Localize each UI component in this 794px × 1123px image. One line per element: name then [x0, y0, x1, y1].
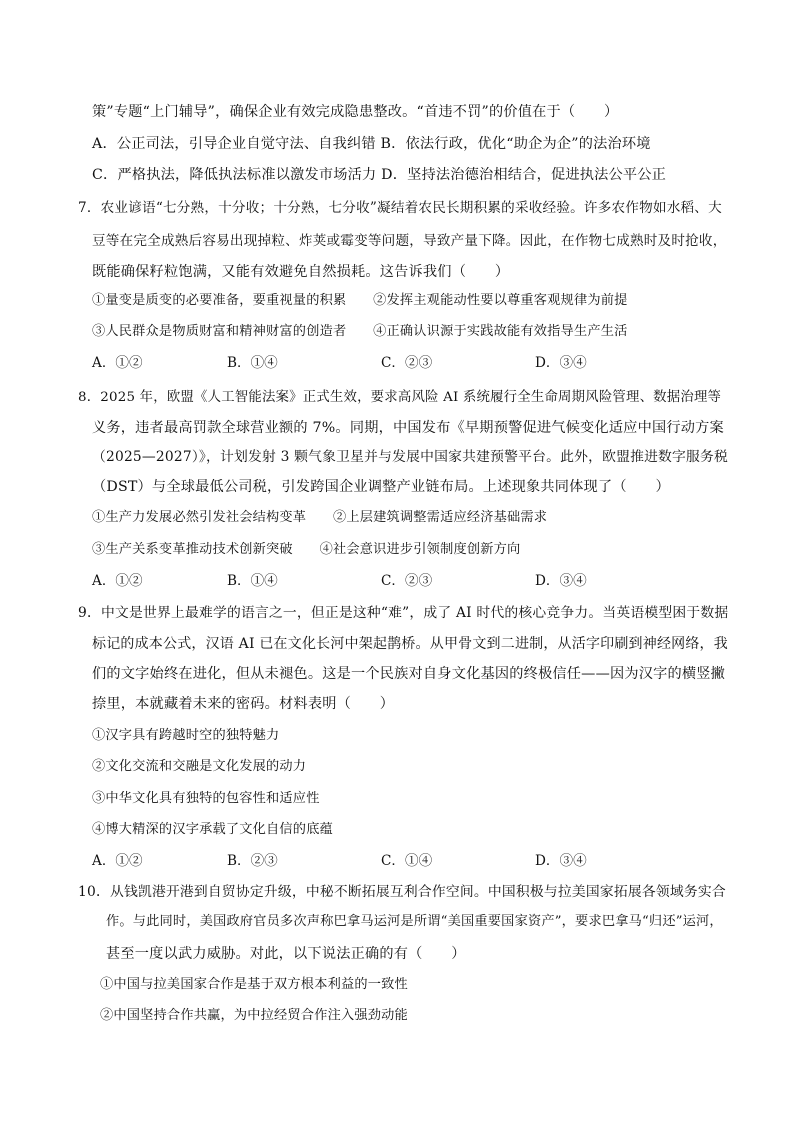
q8-choice-c[interactable]: C．②③ [381, 573, 433, 589]
q10-stem-line-2: 作。与此同时，美国政府官员多次声称巴拿马运河是所谓“美国重要国家资产”，要求巴拿马“归还”运河， [106, 914, 723, 929]
q8-choice-b[interactable]: B．①④ [227, 573, 278, 589]
q10-stem-line-1: 10．从钱凯港开港到自贸协定升级，中秘不断拓展互利合作空间。中国积极与拉美国家拓展各领域务实合 [78, 884, 726, 900]
q9-option-1: ①汉字具有跨越时空的独特魅力 [92, 728, 280, 743]
q7-stem-line-2: 豆等在完全成熟后容易出现掉粒、炸荚或霉变等问题，导致产量下降。因此，在作物七成熟时及时抢收， [92, 233, 727, 249]
q8-stem-line-1: 8．2025 年，欧盟《人工智能法案》正式生效，要求高风险 AI 系统履行全生命周期风险管理、数据治理等 [78, 390, 722, 405]
q7-choice-c[interactable]: C．②③ [381, 355, 433, 371]
q9-stem-line-3: 们的文字始终在进化，但从未褪色。这是一个民族对自身文化基因的终极信任——因为汉字的横竖撇 [92, 666, 726, 682]
q7-stem-line-3: 既能确保籽粒饱满，又能有效避免自然损耗。这告诉我们（ ） [92, 264, 510, 280]
q9-choice-d[interactable]: D．③④ [535, 853, 587, 869]
q9-stem-line-4: 捺里，本就藏着未来的密码。材料表明（ ） [92, 696, 395, 712]
q8-stem-line-4: （DST）与全球最低公司税，引发跨国企业调整产业链布局。上述现象共同体现了（ ） [92, 479, 670, 495]
q6-stem-tail: 策”专题“上门辅导”，确保企业有效完成隐患整改。“首违不罚”的价值在于（ ） [92, 104, 619, 120]
q10-option-2: ②中国坚持合作共赢，为中拉经贸合作注入强劲动能 [100, 1008, 408, 1023]
q9-stem-line-1: 9．中文是世界上最难学的语言之一，但正是这种“难”，成了 AI 时代的核心竞争力。当英语模型困于数据 [78, 605, 729, 621]
q9-option-2: ②文化交流和交融是文化发展的动力 [92, 759, 307, 774]
q7-choice-b[interactable]: B．①④ [227, 355, 278, 371]
q9-option-3: ③中华文化具有独特的包容性和适应性 [92, 791, 320, 806]
q7-options-row-2: ③人民群众是物质财富和精神财富的创造者 ④正确认识源于实践故能有效指导生产生活 [92, 324, 628, 339]
q7-choice-a[interactable]: A．①② [92, 355, 143, 371]
q7-options-row-1: ①量变是质变的必要准备，要重视量的积累 ②发挥主观能动性要以尊重客观规律为前提 [92, 293, 628, 308]
q9-choice-a[interactable]: A．①② [92, 853, 143, 869]
q9-option-4: ④博大精深的汉字承载了文化自信的底蕴 [92, 822, 333, 837]
q7-stem-line-1: 7．农业谚语“七分熟，十分收；十分熟，七分收”凝结着农民长期积累的采收经验。许多农作物如水稻、大 [78, 200, 722, 216]
q9-stem-line-2: 标记的成本公式，汉语 AI 已在文化长河中架起鹊桥。从甲骨文到二进制，从活字印刷到神经网络，我 [92, 636, 728, 652]
q10-option-1: ①中国与拉美国家合作是基于双方根本利益的一致性 [100, 977, 408, 992]
q6-choices-ab: A．公正司法，引导企业自觉守法、自我纠错 B．依法行政，优化“助企为企”的法治环境 [92, 136, 651, 152]
q6-choices-cd: C．严格执法，降低执法标准以激发市场活力 D．坚持法治德治相结合，促进执法公平公正 [92, 167, 667, 183]
q8-options-row-2: ③生产关系变革推动技术创新突破 ④社会意识进步引领制度创新方向 [92, 542, 521, 557]
q8-choice-d[interactable]: D．③④ [535, 573, 587, 589]
q8-stem-line-3: （2025—2027）》，计划发射 3 颗气象卫星并与发展中国家共建预警平台。此外，欧盟推进数字服务税 [92, 449, 729, 465]
q7-choice-d[interactable]: D．③④ [535, 355, 587, 371]
q9-choice-b[interactable]: B．②③ [227, 853, 278, 869]
q10-stem-line-3: 甚至一度以武力威胁。对此，以下说法正确的有（ ） [106, 946, 466, 962]
q8-stem-line-2: 义务，违者最高罚款全球营业额的 7%。同期，中国发布《早期预警促进气候变化适应中国行动方案 [92, 420, 724, 436]
q8-choice-a[interactable]: A．①② [92, 573, 143, 589]
q8-options-row-1: ①生产力发展必然引发社会结构变革 ②上层建筑调整需适应经济基础需求 [92, 510, 548, 525]
q9-choice-c[interactable]: C．①④ [381, 853, 433, 869]
